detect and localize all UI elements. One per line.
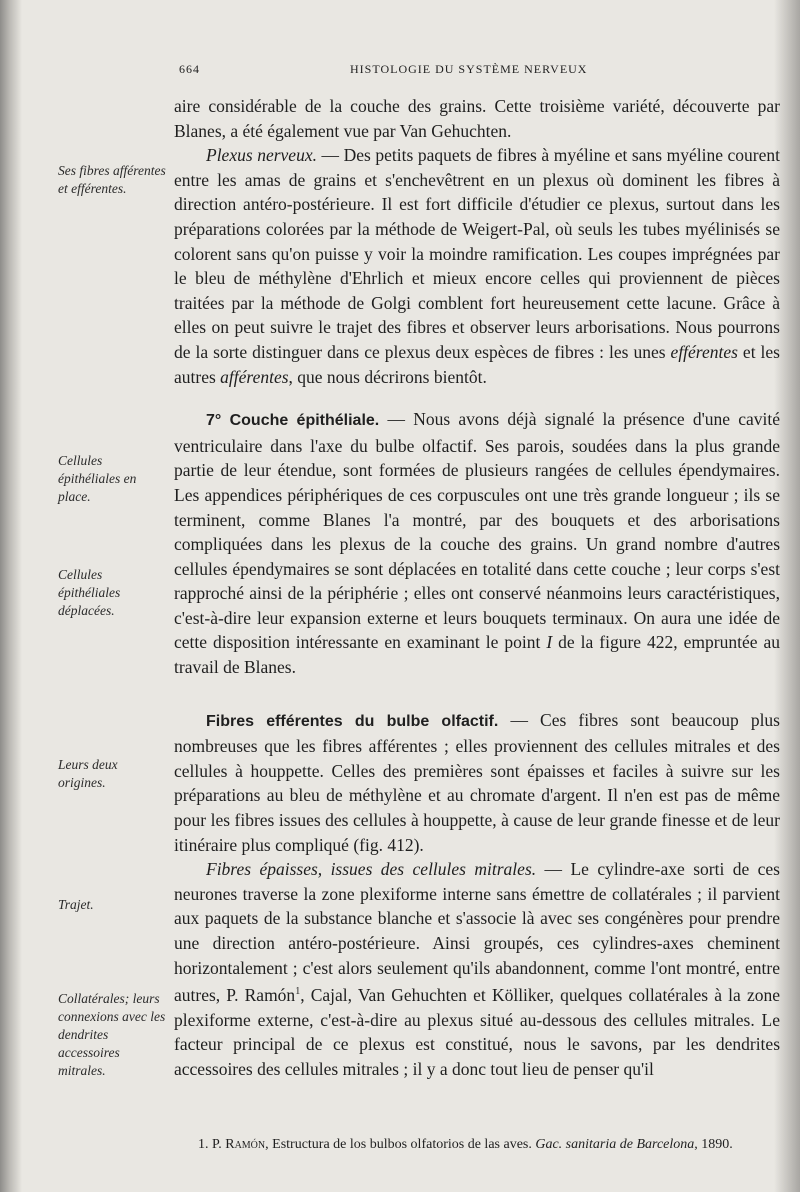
margin-notes — [58, 0, 166, 1192]
margin-note: Collatérales; leurs connexions avec les dendrites accessoires mitrales. — [58, 991, 166, 1078]
paragraph-title: Plexus nerveux. — [206, 145, 317, 166]
footnote-text: , Estructura de los bulbos olfatorios de las aves. — [265, 1137, 536, 1152]
margin-note: Ses fibres afférentes et efférentes. — [58, 163, 166, 196]
paragraph-text: — Nous avons déjà signalé la présence d'une cavité ventriculaire dans l'axe du bulbe olfactif. Ses parois, soudées dans la plus grande partie de leur étendue, sont formées de plusieurs rangées de cellules épendymaires. Les appendices périphériques de ces corpuscules ont une très grande longueur ; ils se terminent, comme Blanes l'a montré, par des bouquets et des arborisations compliquées dans les plexus de la couche des grains. Un grand nombre d'autres cellules épendymaires se sont déplacées en totalité dans cette couche ; leur corps s'est rapproché ainsi de la périphérie ; elles ont conservé néanmoins leurs caractéristiques, c'est-à-dire leur expansion externe et leurs bouquets terminaux. On aura une idée de cette disposition intéressante en examinant le point — [174, 409, 780, 653]
paragraph-text: , que nous décrirons bientôt. — [288, 366, 487, 387]
footnote-author: Ramón — [225, 1137, 266, 1152]
footnote-year: , 1890. — [694, 1137, 733, 1152]
body-text — [174, 94, 780, 1081]
paragraph — [174, 94, 780, 143]
emphasis-efferentes: efférentes — [670, 341, 738, 362]
paragraph-text: et les autres — [174, 341, 780, 387]
page-number: 664 — [179, 62, 200, 76]
paragraph-text: — Ces fibres sont beaucoup plus nombreuses que les fibres afférentes ; elles proviennent des cellules mitrales et des cellules à houppette. Celles des premières sont épaisses et faciles à suivre sur les préparations au bleu de méthylène et au chromate d'argent. Il n'en est pas de même pour les fibres issues des cellules à houppette, à cause de leur grande finesse et de leur itinéraire plus compliqué (fig. 412). — [174, 709, 780, 855]
margin-note: Cellules épithéliales en place. — [58, 453, 137, 504]
paragraph-fibres-epaisses — [174, 857, 780, 1081]
figure-point-label: I — [546, 632, 553, 653]
section-heading: 7° Couche épithéliale. — [206, 412, 380, 430]
footnote-rule — [175, 1120, 265, 1121]
paragraph-text: aire considérable de la couche des grains. Cette troisième variété, découverte par Blanes, a été également vue par Van Gehuchten. — [174, 96, 780, 141]
footnote-ref: 1 — [295, 986, 301, 998]
paragraph-couche-epitheliale — [174, 407, 780, 680]
paragraph-plexus-nerveux — [174, 143, 780, 389]
page-header — [175, 62, 775, 82]
margin-note: Cellules épithéliales déplacées. — [58, 567, 121, 618]
paragraph-fibres-efferentes — [174, 708, 780, 858]
footnote-number: 1. P. — [198, 1137, 226, 1152]
footnote — [174, 1135, 780, 1154]
emphasis-afferentes: afférentes — [220, 366, 289, 387]
paragraph-text: de la figure 422, empruntée au travail de Blanes. — [174, 632, 780, 678]
paragraph-title: Fibres épaisses, issues des cellules mitrales. — [206, 859, 537, 880]
margin-note: Trajet. — [58, 897, 94, 912]
margin-note: Leurs deux origines. — [58, 757, 118, 790]
page-edge-shadow-left — [0, 0, 22, 1192]
paragraph-text: — Des petits paquets de fibres à myéline et sans myéline courent entre les amas de grains et s'enchevêtrent en un plexus où dominent les fibres à direction antéro-postérieure. Il est fort difficile d'étudier ce plexus, surtout dans les préparations colorées par la méthode de Weigert-Pal, où seuls les tubes myélinisés se colorent sans qu'on puisse y voir la moindre ramification. Les coupes imprégnées par le bleu de méthylène d'Ehrlich et mieux encore celles qui proviennent de pièces traitées par la méthode de Golgi comblent fort heureusement cette lacune. Grâce à elles on peut suivre le trajet des fibres et observer leurs arborisations. Nous pourrons de la sorte distinguer dans ce plexus deux espèces de fibres : les unes — [174, 145, 781, 362]
paragraph-text: — Le cylindre-axe sorti de ces neurones traverse la zone plexiforme interne sans émettre de collatérales ; il parvient aux paquets de la substance blanche et s'associe là avec ses congénères pour prendre une direction antéro-postérieure. Ainsi groupés, ces cylindres-axes cheminent horizontalement ; c'est alors seulement qu'ils abandonnent, comme l'ont montré, entre autres, P. Ramón — [174, 859, 780, 1006]
section-heading: Fibres efférentes du bulbe olfactif. — [206, 712, 499, 730]
paragraph-text: , Cajal, Van Gehuchten et Kölliker, quelques collatérales à la zone plexiforme externe, c'est-à-dire au plexus situé au-dessous des cellules mitrales. Le facteur principal de ce plexus est constitué, nous le savons, par les dendrites accessoires des cellules mitrales ; il y a donc tout lieu de penser qu'il — [174, 985, 780, 1079]
running-head: HISTOLOGIE DU SYSTÈME NERVEUX — [350, 62, 588, 76]
footnote-journal: Gac. sanitaria de Barcelona — [535, 1137, 695, 1152]
